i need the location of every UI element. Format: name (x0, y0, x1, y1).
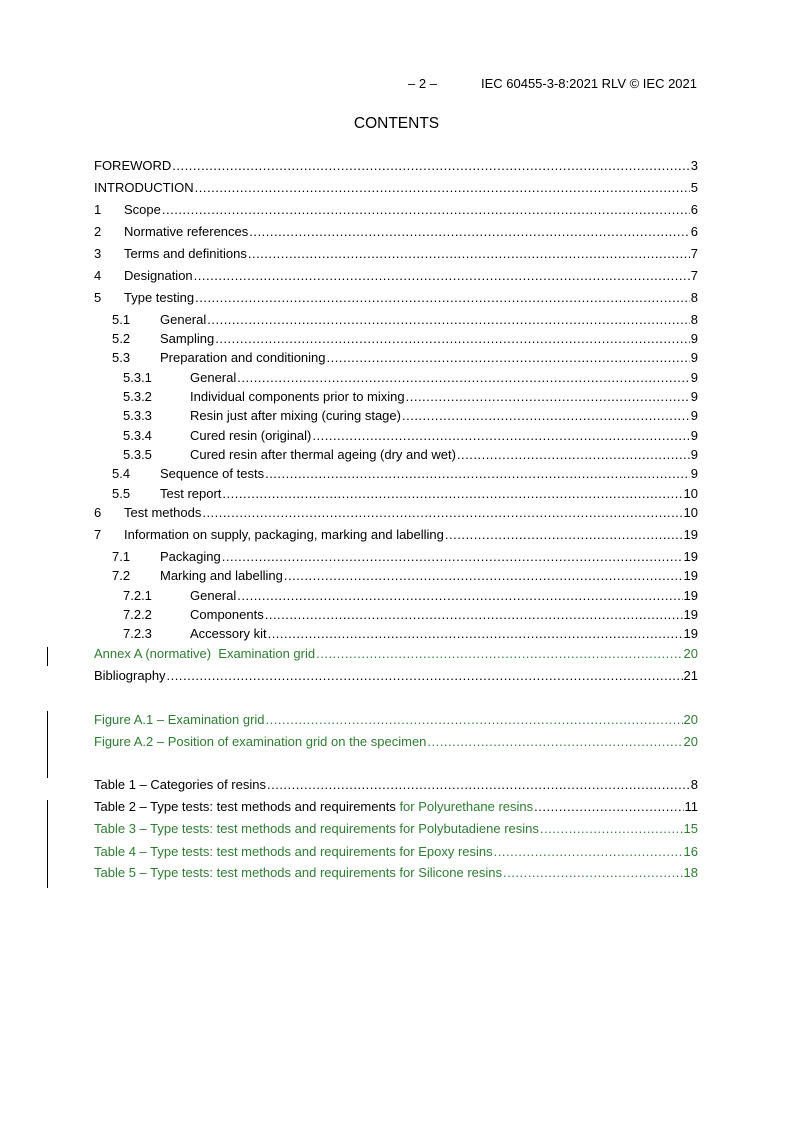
toc-entry-number: 5.3.1 (123, 370, 152, 385)
toc-entry-title: INTRODUCTION (94, 180, 194, 195)
toc-entry-title: Normative references (124, 224, 249, 239)
table-entry-4[interactable] (94, 843, 698, 861)
toc-entry-number: 7.2.3 (123, 626, 152, 641)
toc-entry-title: Cured resin after thermal ageing (dry and wet) (190, 447, 456, 462)
toc-entry-title: General (190, 588, 237, 603)
toc-entry-number: 5.3.2 (123, 389, 152, 404)
toc-entry-5-3-1[interactable] (94, 369, 698, 387)
toc-entry-page: 9 (690, 447, 698, 462)
toc-entry-7-2-2[interactable] (94, 606, 698, 624)
toc-entry-number: 7.2.2 (123, 607, 152, 622)
toc-entry-5-4[interactable] (94, 465, 698, 483)
table-entry-title: Table 5 – Type tests: test methods and requirements for Silicone resins (94, 865, 503, 880)
toc-entry-designation[interactable] (94, 267, 698, 285)
toc-entry-page: 21 (683, 668, 698, 683)
toc-entry-annex-a[interactable] (94, 645, 698, 663)
toc-entry-page: 19 (683, 568, 698, 583)
toc-entry-title: Components (190, 607, 264, 622)
toc-entry-title: Cured resin (original) (190, 428, 312, 443)
toc-entry-page: 7 (690, 268, 698, 283)
toc-entry-number: 5.4 (112, 466, 131, 481)
toc-entry-number: 5.3.3 (123, 408, 152, 423)
table-entry-page: 16 (683, 844, 698, 859)
toc-entry-title: Scope (124, 202, 161, 217)
toc-entry-number: 5.1 (112, 312, 131, 327)
toc-entry-page: 9 (690, 389, 698, 404)
table-entry-2[interactable] (94, 798, 698, 816)
toc-entry-title: Annex A (normative) Examination grid (94, 646, 316, 661)
table-entry-page: 18 (683, 865, 698, 880)
toc-entry-page: 10 (683, 486, 698, 501)
toc-entry-page: 19 (683, 549, 698, 564)
toc-entry-5-2[interactable] (94, 330, 698, 348)
toc-entry-title: Information on supply, packaging, marking and labelling (124, 527, 444, 542)
toc-entry-7-2-3[interactable] (94, 625, 698, 643)
toc-entry-number: 7.1 (112, 549, 131, 564)
toc-entry-title: Test methods (124, 505, 202, 520)
page-title: CONTENTS (353, 115, 440, 132)
toc-entry-5-3-5[interactable] (94, 446, 698, 464)
toc-entry-normative-references[interactable] (94, 223, 698, 241)
table-entry-3[interactable] (94, 820, 698, 838)
revision-change-bar (47, 711, 48, 778)
toc-entry-type-testing[interactable] (94, 289, 698, 307)
toc-entry-5-5[interactable] (94, 485, 698, 503)
table-entry-page: 8 (690, 777, 698, 792)
toc-entry-page: 9 (690, 370, 698, 385)
toc-entry-title: Packaging (160, 549, 221, 564)
toc-entry-5-3-4[interactable] (94, 427, 698, 445)
toc-entry-title: Sequence of tests (160, 466, 265, 481)
toc-entry-number: 7.2.1 (123, 588, 152, 603)
document-id: IEC 60455-3-8:2021 RLV © IEC 2021 (480, 76, 697, 91)
toc-entry-page: 7 (690, 246, 698, 261)
toc-entry-7-2-1[interactable] (94, 587, 698, 605)
figure-entry-page: 20 (683, 734, 698, 749)
toc-entry-page: 9 (690, 350, 698, 365)
table-entry-title: Table 3 – Type tests: test methods and requirements for Polybutadiene resins (94, 821, 539, 836)
table-entry-title: Table 2 – Type tests: test methods and requirements for Polyurethane resins (94, 799, 534, 814)
toc-entry-number: 2 (94, 224, 102, 239)
figure-entry-title: Figure A.1 – Examination grid (94, 712, 265, 727)
toc-entry-number: 7.2 (112, 568, 131, 583)
toc-entry-7-2[interactable] (94, 567, 698, 585)
toc-entry-page: 19 (683, 626, 698, 641)
table-entry-5[interactable] (94, 864, 698, 882)
toc-entry-number: 7 (94, 527, 102, 542)
toc-entry-number: 6 (94, 505, 102, 520)
page-header (408, 76, 697, 91)
toc-entry-title: Preparation and conditioning (160, 350, 326, 365)
table-entry-title: Table 4 – Type tests: test methods and requirements for Epoxy resins (94, 844, 493, 859)
revision-change-bar (47, 800, 48, 888)
toc-entry-title: General (160, 312, 207, 327)
toc-entry-title: Test report (160, 486, 222, 501)
revision-change-bar (47, 647, 48, 666)
figure-entry-page: 20 (683, 712, 698, 727)
toc-entry-page: 9 (690, 428, 698, 443)
toc-entry-title: Sampling (160, 331, 215, 346)
table-entry-1[interactable] (94, 776, 698, 794)
toc-entry-5-3[interactable] (94, 349, 698, 367)
toc-entry-page: 9 (690, 331, 698, 346)
toc-entry-number: 3 (94, 246, 102, 261)
table-entry-page: 11 (684, 799, 698, 814)
toc-entry-terms-definitions[interactable] (94, 245, 698, 263)
toc-entry-title: Bibliography (94, 668, 166, 683)
toc-entry-title: Accessory kit (190, 626, 267, 641)
figure-entry-a1[interactable] (94, 711, 698, 729)
toc-entry-page: 6 (690, 224, 698, 239)
toc-entry-introduction[interactable] (94, 179, 698, 197)
toc-entry-number: 5.3 (112, 350, 131, 365)
toc-entry-page: 19 (683, 588, 698, 603)
toc-entry-page: 6 (690, 202, 698, 217)
toc-entry-page: 19 (683, 527, 698, 542)
toc-entry-page: 8 (690, 312, 698, 327)
toc-entry-information-supply[interactable] (94, 526, 698, 544)
toc-entry-page: 20 (683, 646, 698, 661)
toc-entry-page: 9 (690, 466, 698, 481)
toc-entry-title: General (190, 370, 237, 385)
toc-entry-page: 19 (683, 607, 698, 622)
toc-entry-number: 4 (94, 268, 102, 283)
toc-entry-5-3-2[interactable] (94, 388, 698, 406)
toc-entry-title: Terms and definitions (124, 246, 247, 261)
toc-entry-title: Resin just after mixing (curing stage) (190, 408, 401, 423)
toc-entry-number: 5.3.5 (123, 447, 152, 462)
table-entry-title: Table 1 – Categories of resins (94, 777, 266, 792)
toc-entry-7-1[interactable] (94, 548, 698, 566)
figure-entry-title: Figure A.2 – Position of examination grid on the specimen (94, 734, 427, 749)
toc-entry-page: 8 (690, 290, 698, 305)
toc-entry-page: 10 (683, 505, 698, 520)
toc-entry-title: Type testing (124, 290, 195, 305)
toc-entry-page: 3 (690, 158, 698, 173)
toc-entry-bibliography[interactable] (94, 667, 698, 685)
toc-entry-title: FOREWORD (94, 158, 172, 173)
toc-entry-number: 5.2 (112, 331, 131, 346)
toc-entry-title: Marking and labelling (160, 568, 283, 583)
toc-entry-page: 5 (690, 180, 698, 195)
toc-entry-title: Designation (124, 268, 193, 283)
toc-entry-foreword[interactable] (94, 157, 698, 175)
toc-entry-number: 5 (94, 290, 102, 305)
toc-entry-number: 5.5 (112, 486, 131, 501)
figure-entry-a2[interactable] (94, 733, 698, 751)
toc-entry-title: Individual components prior to mixing (190, 389, 405, 404)
toc-entry-scope[interactable] (94, 201, 698, 219)
toc-entry-page: 9 (690, 408, 698, 423)
toc-entry-test-methods[interactable] (94, 504, 698, 522)
table-entry-page: 15 (683, 821, 698, 836)
toc-entry-5-1[interactable] (94, 311, 698, 329)
toc-entry-number: 5.3.4 (123, 428, 152, 443)
toc-entry-number: 1 (94, 202, 102, 217)
toc-entry-5-3-3[interactable] (94, 407, 698, 425)
page-number: – 2 – (408, 76, 437, 91)
